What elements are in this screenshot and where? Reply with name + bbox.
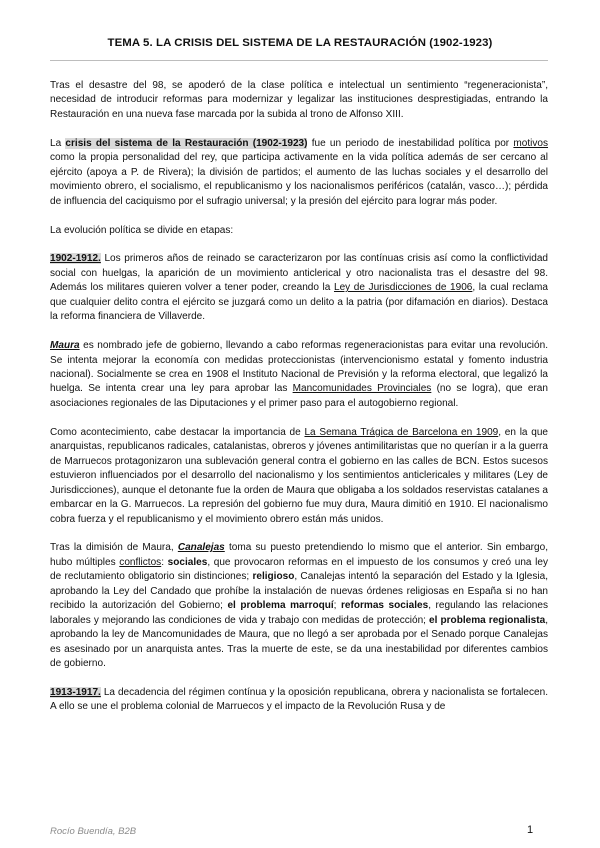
text-run: es nombrado jefe de gobierno, llevando a cabo reformas regeneracionistas para evitar una revolución. Se intenta mejorar la economía con medidas proteccionistas (intervencionismo estatal y fomento industria nacional). Socialmente se crea en 1908 el Instituto Nacional de Previsión y la reforma electoral, que legalizó la huelga. Se intenta crear una ley para aprobar las xyxy=(50,340,548,395)
period-heading: 1902-1912. xyxy=(50,253,101,265)
underlined-term: motivos xyxy=(513,137,549,149)
document-body xyxy=(50,79,548,729)
header-divider xyxy=(50,60,548,61)
text-run: : xyxy=(161,556,168,568)
text-run: Como acontecimiento, cabe destacar la importancia de xyxy=(50,426,305,438)
person-name: Canalejas xyxy=(177,542,225,554)
spacer xyxy=(50,209,548,223)
text-run: , aprobando la ley de Mancomunidades de Maura, que no llegó a ser aprobada por el Senado porque Canalejas es asesinado por un anarquista antes. Tras la muerte de este, se da una inestabilidad por diferentes cambios de gobierno. xyxy=(50,614,548,670)
highlighted-term: crisis del sistema de la Restauración (1902-1923) xyxy=(65,137,308,149)
paragraph-crisis xyxy=(50,137,548,209)
underlined-term: Mancomunidades Provinciales xyxy=(292,383,432,395)
period-heading: 1913-1917. xyxy=(50,686,101,698)
bold-term: religioso xyxy=(252,571,295,583)
text-run: , la cual reclama que cualquier delito contra el ejército se juzgará como un delito a la patria (por difamación en diarios). Destaca la reforma financiera de Villaverde. xyxy=(50,282,548,323)
paragraph-1902-1912 xyxy=(50,252,548,324)
page-number: 1 xyxy=(527,824,534,836)
footer-author: Rocío Buendía, B2B xyxy=(50,826,137,837)
text-run: , Canalejas intentó la separación del Estado y la Iglesia, aprobando la Ley del Candado que prohíbe la instalación de nuevas órdenes religiosas en España si no han recibido la autorización del Gobierno; xyxy=(50,571,548,612)
paragraph-1913-1917 xyxy=(50,686,548,715)
bold-term: el problema regionalista xyxy=(429,614,546,626)
text-run: (no se logra), que eran asociaciones regionales de las Diputaciones y el primer paso para el autogobierno regional. xyxy=(50,383,548,409)
paragraph-stages: La evolución política se divide en etapas: xyxy=(50,224,234,236)
paragraph-intro: Tras el desastre del 98, se apoderó de la clase política e intelectual un sentimiento “regeneracionista”, necesidad de introducir reformas para modernizar y legalizar las instituciones desprestigiadas, entrando la Restauración en una nueva fase marcada por la subida al trono de Alfonso XIII. xyxy=(50,80,548,120)
text-run: , regulando las relaciones laborales y mejorando las condiciones de vida y trabajo con medidas de protección; xyxy=(50,600,548,626)
underlined-term: conflictos xyxy=(119,556,162,568)
text-run: fue un periodo de inestabilidad política por xyxy=(307,137,514,149)
paragraph-maura xyxy=(50,339,548,411)
text-run: toma su puesto pretendiendo lo mismo que el anterior. Sin embargo, hubo múltiples xyxy=(50,542,548,568)
paragraph-canalejas xyxy=(50,541,548,671)
document-title: TEMA 5. LA CRISIS DEL SISTEMA DE LA RESTAURACIÓN (1902-1923) xyxy=(107,37,493,49)
text-run: Los primeros años de reinado se caracterizaron por las contínuas crisis así como la conflictividad social con huelgas, la aparición de un movimiento anticlerical y otro nacionalista tras el desastre del 98. Además los militares quieren volver a tener poder, creando la xyxy=(50,253,548,294)
underlined-term: Ley de Jurisdicciones de 1906 xyxy=(333,282,473,294)
bold-term: reformas sociales xyxy=(341,600,429,612)
paragraph-semana-tragica xyxy=(50,426,548,527)
person-name: Maura xyxy=(50,340,80,352)
bold-term: sociales xyxy=(167,556,208,568)
text-run: ; xyxy=(333,600,342,612)
bold-term: el problema marroquí xyxy=(227,600,334,612)
text-run: como la propia personalidad del rey, que participa activamente en la vida política además de ser cercano al ejército (apoya a P. de Rivera); la división de partidos; el aumento de las luchas sociales y el desarrollo del movimiento obrero, el socialismo, el republicanismo y los nacionalismos periféricos (catalán, vasco…); pérdida de influencia del caciquismo por el sufragio universal; y la presión del ejército para lograr más poder. xyxy=(50,152,548,207)
text-run: La xyxy=(50,137,66,149)
text-run: Tras la dimisión de Maura, xyxy=(50,542,178,554)
text-run: La decadencia del régimen contínua y la oposición republicana, obrera y nacionalista se fortalecen. A ello se une el problema colonial de Marruecos y el impacto de la Revolución Rusa y de xyxy=(50,686,548,713)
text-run: , que provocaron reformas en el impuesto de los consumos y creó una ley de reclutamiento obligatorio sin distinciones; xyxy=(50,556,548,583)
text-run: , en la que anarquistas, republicanos radicales, catalanistas, obreros y jóvenes antimilitaristas que no querían ir a la guerra de Marruecos protagonizaron una sublevación general contra el gobierno en las calles de BCN. Estos sucesos estuvieron influenciados por el desarrollo del nacionalismo y los sentimientos anticlericales y militares (Ley de Jurisdicciones), aunque el detonante fue la orden de Maura que obligaba a los soldados reservistas catalanes a embarcar en la G. Marruecos. La represión del gobierno fue muy dura, Maura dimitió en 1910. El nacionalismo cobra fuerza y el republicanismo y el movimiento obrero están más unidos. xyxy=(50,426,548,525)
underlined-term: La Semana Trágica de Barcelona en 1909 xyxy=(304,426,499,438)
